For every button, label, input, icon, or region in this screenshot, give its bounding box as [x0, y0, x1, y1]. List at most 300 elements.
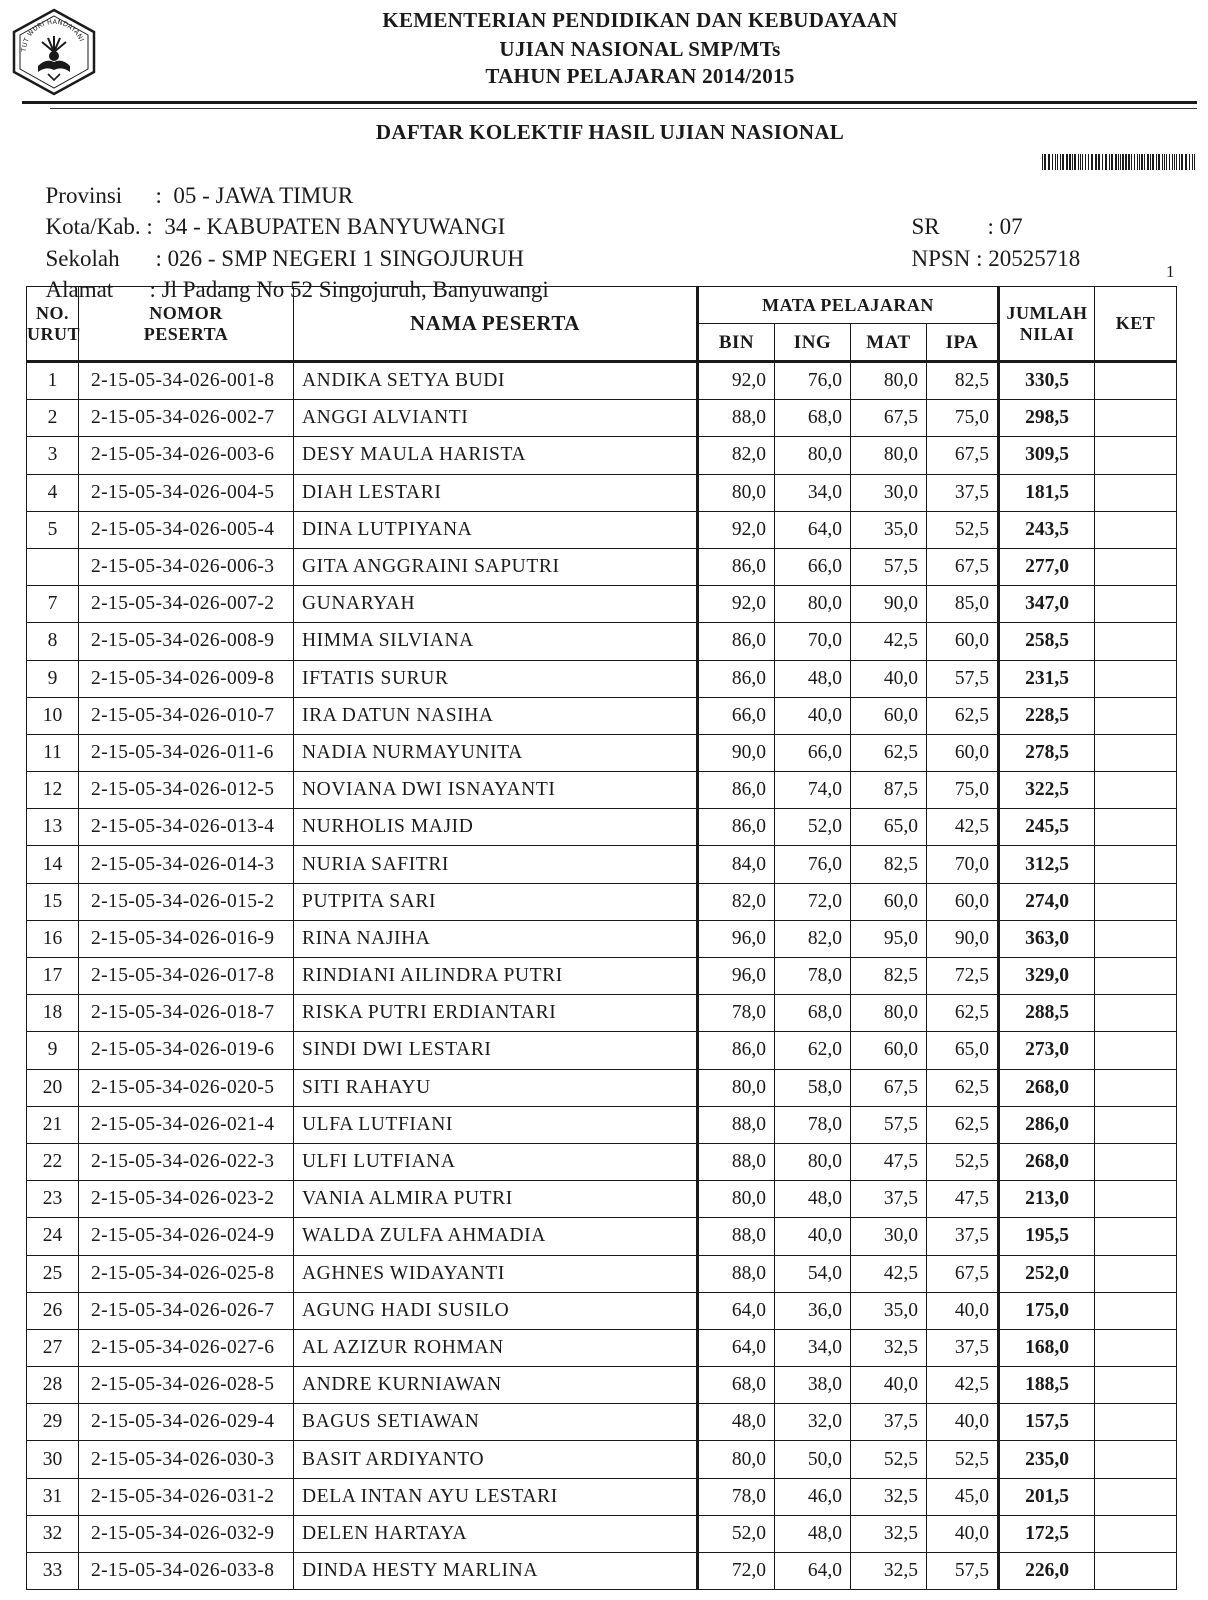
- row-bin: 72,0: [698, 1553, 775, 1590]
- row-mat: 90,0: [851, 586, 927, 623]
- row-jumlah: 347,0: [999, 586, 1095, 623]
- row-jumlah: 322,5: [999, 772, 1095, 809]
- row-no: 3: [27, 437, 79, 474]
- row-ket: [1095, 1069, 1177, 1106]
- row-jumlah: 157,5: [999, 1404, 1095, 1441]
- col-header-nomor: [79, 287, 294, 362]
- row-bin: 48,0: [698, 1404, 775, 1441]
- row-no: 25: [27, 1255, 79, 1292]
- col-jumlah-line1: JUMLAH: [1006, 302, 1088, 323]
- table-row: [27, 995, 1177, 1032]
- row-ipa: 90,0: [927, 920, 999, 957]
- row-nomor: 2-15-05-34-026-029-4: [79, 1404, 294, 1441]
- col-header-jumlah: [999, 287, 1095, 362]
- row-mat: 42,5: [851, 623, 927, 660]
- npsn-label: NPSN: [911, 246, 971, 271]
- row-nama: AGHNES WIDAYANTI: [294, 1255, 698, 1292]
- row-ket: [1095, 1255, 1177, 1292]
- row-nomor: 2-15-05-34-026-022-3: [79, 1143, 294, 1180]
- row-nomor: 2-15-05-34-026-030-3: [79, 1441, 294, 1478]
- row-nama: DINA LUTPIYANA: [294, 511, 698, 548]
- row-ing: 80,0: [775, 437, 851, 474]
- row-ipa: 62,5: [927, 995, 999, 1032]
- col-header-ipa: IPA: [927, 324, 999, 362]
- table-row: [27, 1441, 1177, 1478]
- row-nomor: 2-15-05-34-026-017-8: [79, 958, 294, 995]
- row-ing: 78,0: [775, 1106, 851, 1143]
- row-jumlah: 252,0: [999, 1255, 1095, 1292]
- row-ing: 48,0: [775, 660, 851, 697]
- table-row: [27, 734, 1177, 771]
- alamat-value: Jl Padang No 52 Singojuruh, Banyuwangi: [161, 277, 549, 302]
- row-nama: DELA INTAN AYU LESTARI: [294, 1478, 698, 1515]
- row-no: 31: [27, 1478, 79, 1515]
- row-ipa: 67,5: [927, 437, 999, 474]
- row-no: [27, 548, 79, 585]
- row-mat: 30,0: [851, 1218, 927, 1255]
- col-header-no: [27, 287, 79, 362]
- row-ing: 52,0: [775, 809, 851, 846]
- row-nama: NOVIANA DWI ISNAYANTI: [294, 772, 698, 809]
- row-bin: 80,0: [698, 1441, 775, 1478]
- row-ing: 70,0: [775, 623, 851, 660]
- row-bin: 78,0: [698, 995, 775, 1032]
- row-ing: 66,0: [775, 548, 851, 585]
- row-no: 22: [27, 1143, 79, 1180]
- sekolah-value: 026 - SMP NEGERI 1 SINGOJURUH: [167, 246, 524, 271]
- row-ing: 34,0: [775, 474, 851, 511]
- row-nama: ANDRE KURNIAWAN: [294, 1367, 698, 1404]
- row-jumlah: 330,5: [999, 362, 1095, 400]
- row-bin: 96,0: [698, 958, 775, 995]
- ministry-logo: [8, 6, 100, 98]
- row-no: 20: [27, 1069, 79, 1106]
- table-row: [27, 1515, 1177, 1552]
- row-nama: SITI RAHAYU: [294, 1069, 698, 1106]
- row-nama: IRA DATUN NASIHA: [294, 697, 698, 734]
- row-nama: GUNARYAH: [294, 586, 698, 623]
- row-ipa: 40,0: [927, 1292, 999, 1329]
- row-no: 14: [27, 846, 79, 883]
- row-ket: [1095, 1181, 1177, 1218]
- row-bin: 92,0: [698, 511, 775, 548]
- row-ket: [1095, 474, 1177, 511]
- row-ing: 36,0: [775, 1292, 851, 1329]
- row-ing: 76,0: [775, 846, 851, 883]
- row-mat: 37,5: [851, 1181, 927, 1218]
- row-no: 24: [27, 1218, 79, 1255]
- row-nomor: 2-15-05-34-026-023-2: [79, 1181, 294, 1218]
- row-mat: 65,0: [851, 809, 927, 846]
- row-nomor: 2-15-05-34-026-025-8: [79, 1255, 294, 1292]
- row-nama: PUTPITA SARI: [294, 883, 698, 920]
- row-ipa: 42,5: [927, 1367, 999, 1404]
- row-nomor: 2-15-05-34-026-003-6: [79, 437, 294, 474]
- col-jumlah-line2: NILAI: [1019, 323, 1075, 344]
- row-jumlah: 175,0: [999, 1292, 1095, 1329]
- row-ket: [1095, 1367, 1177, 1404]
- row-nama: IFTATIS SURUR: [294, 660, 698, 697]
- table-row: [27, 883, 1177, 920]
- row-ket: [1095, 734, 1177, 771]
- row-ket: [1095, 623, 1177, 660]
- row-nomor: 2-15-05-34-026-028-5: [79, 1367, 294, 1404]
- row-nomor: 2-15-05-34-026-033-8: [79, 1553, 294, 1590]
- row-nama: BASIT ARDIYANTO: [294, 1441, 698, 1478]
- row-bin: 86,0: [698, 809, 775, 846]
- row-ket: [1095, 883, 1177, 920]
- row-no: 2: [27, 400, 79, 437]
- table-row: [27, 1255, 1177, 1292]
- row-ing: 48,0: [775, 1181, 851, 1218]
- row-no: 1: [27, 362, 79, 400]
- row-mat: 87,5: [851, 772, 927, 809]
- row-mat: 60,0: [851, 883, 927, 920]
- sr-value: 07: [999, 214, 1023, 239]
- row-ing: 76,0: [775, 362, 851, 400]
- row-jumlah: 274,0: [999, 883, 1095, 920]
- table-row: [27, 1404, 1177, 1441]
- row-ipa: 40,0: [927, 1404, 999, 1441]
- row-ket: [1095, 1329, 1177, 1366]
- row-mat: 80,0: [851, 437, 927, 474]
- row-nomor: 2-15-05-34-026-020-5: [79, 1069, 294, 1106]
- row-ket: [1095, 995, 1177, 1032]
- row-ket: [1095, 1404, 1177, 1441]
- row-jumlah: 286,0: [999, 1106, 1095, 1143]
- table-row: [27, 474, 1177, 511]
- table-row: [27, 400, 1177, 437]
- row-ket: [1095, 660, 1177, 697]
- table-row: [27, 1218, 1177, 1255]
- row-jumlah: 213,0: [999, 1181, 1095, 1218]
- row-jumlah: 268,0: [999, 1069, 1095, 1106]
- row-jumlah: 235,0: [999, 1441, 1095, 1478]
- row-ing: 72,0: [775, 883, 851, 920]
- row-mat: 40,0: [851, 660, 927, 697]
- row-no: 11: [27, 734, 79, 771]
- row-ket: [1095, 1106, 1177, 1143]
- row-jumlah: 181,5: [999, 474, 1095, 511]
- row-no: 29: [27, 1404, 79, 1441]
- row-nama: ULFA LUTFIANI: [294, 1106, 698, 1143]
- row-nama: DINDA HESTY MARLINA: [294, 1553, 698, 1590]
- sekolah-sep: :: [155, 246, 168, 271]
- row-mat: 35,0: [851, 1292, 927, 1329]
- row-ket: [1095, 809, 1177, 846]
- col-header-ket: KET: [1095, 287, 1177, 362]
- row-ket: [1095, 511, 1177, 548]
- row-mat: 57,5: [851, 1106, 927, 1143]
- kota-sep: :: [140, 214, 165, 239]
- row-mat: 37,5: [851, 1404, 927, 1441]
- row-ket: [1095, 437, 1177, 474]
- document-title: DAFTAR KOLEKTIF HASIL UJIAN NASIONAL: [375, 120, 845, 144]
- row-nomor: 2-15-05-34-026-027-6: [79, 1329, 294, 1366]
- col-header-ing: ING: [775, 324, 851, 362]
- table-row: [27, 1292, 1177, 1329]
- row-jumlah: 195,5: [999, 1218, 1095, 1255]
- row-bin: 80,0: [698, 474, 775, 511]
- alamat-label: Alamat: [45, 277, 114, 302]
- row-nomor: 2-15-05-34-026-026-7: [79, 1292, 294, 1329]
- row-bin: 88,0: [698, 400, 775, 437]
- table-row: [27, 1478, 1177, 1515]
- row-ipa: 40,0: [927, 1515, 999, 1552]
- table-row: [27, 920, 1177, 957]
- row-nama: ANDIKA SETYA BUDI: [294, 362, 698, 400]
- row-nama: DIAH LESTARI: [294, 474, 698, 511]
- row-jumlah: 312,5: [999, 846, 1095, 883]
- row-nomor: 2-15-05-34-026-011-6: [79, 734, 294, 771]
- table-row: [27, 660, 1177, 697]
- row-ket: [1095, 697, 1177, 734]
- row-bin: 88,0: [698, 1255, 775, 1292]
- row-nomor: 2-15-05-34-026-004-5: [79, 474, 294, 511]
- row-bin: 86,0: [698, 772, 775, 809]
- row-ipa: 65,0: [927, 1032, 999, 1069]
- row-nomor: 2-15-05-34-026-032-9: [79, 1515, 294, 1552]
- row-nomor: 2-15-05-34-026-009-8: [79, 660, 294, 697]
- row-ipa: 72,5: [927, 958, 999, 995]
- row-bin: 90,0: [698, 734, 775, 771]
- row-ing: 66,0: [775, 734, 851, 771]
- row-nama: NADIA NURMAYUNITA: [294, 734, 698, 771]
- row-ing: 82,0: [775, 920, 851, 957]
- row-mat: 80,0: [851, 995, 927, 1032]
- row-jumlah: 245,5: [999, 809, 1095, 846]
- row-jumlah: 231,5: [999, 660, 1095, 697]
- page-number: 1: [1166, 262, 1175, 281]
- row-ing: 80,0: [775, 586, 851, 623]
- row-mat: 82,5: [851, 846, 927, 883]
- row-mat: 62,5: [851, 734, 927, 771]
- row-bin: 80,0: [698, 1181, 775, 1218]
- row-nama: ULFI LUTFIANA: [294, 1143, 698, 1180]
- row-mat: 32,5: [851, 1515, 927, 1552]
- row-ket: [1095, 920, 1177, 957]
- row-ket: [1095, 1441, 1177, 1478]
- table-row: [27, 1032, 1177, 1069]
- row-ipa: 37,5: [927, 1329, 999, 1366]
- col-header-nama: NAMA PESERTA: [294, 287, 698, 362]
- row-nama: WALDA ZULFA AHMADIA: [294, 1218, 698, 1255]
- row-ing: 50,0: [775, 1441, 851, 1478]
- logo-motto: TUT WURI HANDAYANI: [19, 17, 86, 53]
- row-nomor: 2-15-05-34-026-013-4: [79, 809, 294, 846]
- kota-label: Kota/Kab.: [45, 214, 141, 239]
- row-no: 23: [27, 1181, 79, 1218]
- row-ipa: 82,5: [927, 362, 999, 400]
- sekolah-label: Sekolah: [45, 246, 120, 271]
- row-ket: [1095, 362, 1177, 400]
- provinsi-value: 05 - JAWA TIMUR: [173, 183, 354, 208]
- row-jumlah: 201,5: [999, 1478, 1095, 1515]
- row-nomor: 2-15-05-34-026-008-9: [79, 623, 294, 660]
- row-jumlah: 228,5: [999, 697, 1095, 734]
- row-nama: DESY MAULA HARISTA: [294, 437, 698, 474]
- row-no: 27: [27, 1329, 79, 1366]
- row-bin: 78,0: [698, 1478, 775, 1515]
- row-ipa: 37,5: [927, 474, 999, 511]
- row-ket: [1095, 772, 1177, 809]
- row-ipa: 62,5: [927, 1106, 999, 1143]
- row-mat: 40,0: [851, 1367, 927, 1404]
- table-row: [27, 958, 1177, 995]
- row-nomor: 2-15-05-34-026-024-9: [79, 1218, 294, 1255]
- row-mat: 32,5: [851, 1553, 927, 1590]
- results-table: [26, 286, 1177, 1590]
- row-jumlah: 168,0: [999, 1329, 1095, 1366]
- row-mat: 30,0: [851, 474, 927, 511]
- row-ing: 78,0: [775, 958, 851, 995]
- row-ipa: 60,0: [927, 883, 999, 920]
- row-mat: 80,0: [851, 362, 927, 400]
- col-nomor-line2: PESERTA: [143, 323, 229, 344]
- row-jumlah: 273,0: [999, 1032, 1095, 1069]
- row-ing: 38,0: [775, 1367, 851, 1404]
- header-divider-thin: [50, 108, 1197, 109]
- row-bin: 92,0: [698, 362, 775, 400]
- row-bin: 82,0: [698, 437, 775, 474]
- table-row: [27, 548, 1177, 585]
- row-nomor: 2-15-05-34-026-002-7: [79, 400, 294, 437]
- col-header-mat: MAT: [851, 324, 927, 362]
- row-ipa: 52,5: [927, 1441, 999, 1478]
- info-npsn: [900, 220, 1080, 272]
- row-ing: 40,0: [775, 697, 851, 734]
- row-no: 28: [27, 1367, 79, 1404]
- row-nama: AGUNG HADI SUSILO: [294, 1292, 698, 1329]
- row-nama: DELEN HARTAYA: [294, 1515, 698, 1552]
- table-row: [27, 1181, 1177, 1218]
- row-no: 30: [27, 1441, 79, 1478]
- row-ing: 64,0: [775, 1553, 851, 1590]
- row-bin: 96,0: [698, 920, 775, 957]
- col-header-mapel: MATA PELAJARAN: [698, 287, 999, 324]
- row-nama: BAGUS SETIAWAN: [294, 1404, 698, 1441]
- row-jumlah: 258,5: [999, 623, 1095, 660]
- row-bin: 88,0: [698, 1106, 775, 1143]
- row-bin: 86,0: [698, 548, 775, 585]
- row-bin: 66,0: [698, 697, 775, 734]
- table-row: [27, 846, 1177, 883]
- row-ipa: 60,0: [927, 623, 999, 660]
- row-bin: 88,0: [698, 1218, 775, 1255]
- row-no: 7: [27, 586, 79, 623]
- row-ing: 54,0: [775, 1255, 851, 1292]
- row-mat: 32,5: [851, 1478, 927, 1515]
- row-ipa: 67,5: [927, 1255, 999, 1292]
- row-jumlah: 309,5: [999, 437, 1095, 474]
- row-bin: 86,0: [698, 623, 775, 660]
- row-ipa: 70,0: [927, 846, 999, 883]
- sr-label: SR: [911, 214, 940, 239]
- row-nomor: 2-15-05-34-026-019-6: [79, 1032, 294, 1069]
- row-ket: [1095, 400, 1177, 437]
- table-row: [27, 809, 1177, 846]
- row-ipa: 45,0: [927, 1478, 999, 1515]
- row-ipa: 60,0: [927, 734, 999, 771]
- row-nomor: 2-15-05-34-026-016-9: [79, 920, 294, 957]
- col-no-line1: NO.: [36, 302, 69, 323]
- row-ing: 34,0: [775, 1329, 851, 1366]
- provinsi-sep: :: [155, 183, 174, 208]
- table-row: [27, 1143, 1177, 1180]
- row-ing: 74,0: [775, 772, 851, 809]
- row-ket: [1095, 1553, 1177, 1590]
- row-ipa: 42,5: [927, 809, 999, 846]
- row-bin: 68,0: [698, 1367, 775, 1404]
- row-ket: [1095, 1292, 1177, 1329]
- table-row: [27, 437, 1177, 474]
- row-ipa: 62,5: [927, 1069, 999, 1106]
- row-no: 21: [27, 1106, 79, 1143]
- row-bin: 88,0: [698, 1143, 775, 1180]
- row-nomor: 2-15-05-34-026-012-5: [79, 772, 294, 809]
- row-ket: [1095, 958, 1177, 995]
- row-bin: 64,0: [698, 1292, 775, 1329]
- row-mat: 67,5: [851, 1069, 927, 1106]
- row-bin: 52,0: [698, 1515, 775, 1552]
- table-row: [27, 772, 1177, 809]
- row-nama: GITA ANGGRAINI SAPUTRI: [294, 548, 698, 585]
- row-ing: 40,0: [775, 1218, 851, 1255]
- header-year: TAHUN PELAJARAN 2014/2015: [485, 64, 795, 88]
- table-row: [27, 586, 1177, 623]
- row-nama: RISKA PUTRI ERDIANTARI: [294, 995, 698, 1032]
- row-ket: [1095, 586, 1177, 623]
- row-no: 12: [27, 772, 79, 809]
- table-row: [27, 511, 1177, 548]
- row-mat: 67,5: [851, 400, 927, 437]
- row-bin: 84,0: [698, 846, 775, 883]
- row-ing: 62,0: [775, 1032, 851, 1069]
- row-no: 4: [27, 474, 79, 511]
- row-jumlah: 243,5: [999, 511, 1095, 548]
- row-nomor: 2-15-05-34-026-031-2: [79, 1478, 294, 1515]
- provinsi-label: Provinsi: [45, 183, 123, 208]
- row-nama: SINDI DWI LESTARI: [294, 1032, 698, 1069]
- row-bin: 82,0: [698, 883, 775, 920]
- row-ipa: 62,5: [927, 697, 999, 734]
- row-nomor: 2-15-05-34-026-010-7: [79, 697, 294, 734]
- row-nomor: 2-15-05-34-026-014-3: [79, 846, 294, 883]
- row-no: 16: [27, 920, 79, 957]
- row-nama: AL AZIZUR ROHMAN: [294, 1329, 698, 1366]
- row-ipa: 52,5: [927, 511, 999, 548]
- row-no: 15: [27, 883, 79, 920]
- row-ket: [1095, 846, 1177, 883]
- row-no: 13: [27, 809, 79, 846]
- row-nomor: 2-15-05-34-026-015-2: [79, 883, 294, 920]
- row-ipa: 75,0: [927, 400, 999, 437]
- row-nomor: 2-15-05-34-026-006-3: [79, 548, 294, 585]
- row-ipa: 57,5: [927, 660, 999, 697]
- row-no: 26: [27, 1292, 79, 1329]
- header-divider-thick: [22, 101, 1197, 104]
- row-ing: 68,0: [775, 400, 851, 437]
- row-ing: 64,0: [775, 511, 851, 548]
- row-ket: [1095, 1515, 1177, 1552]
- row-mat: 60,0: [851, 1032, 927, 1069]
- row-no: 8: [27, 623, 79, 660]
- kota-value: 34 - KABUPATEN BANYUWANGI: [164, 214, 506, 239]
- row-jumlah: 277,0: [999, 548, 1095, 585]
- npsn-value: 20525718: [988, 246, 1081, 271]
- col-no-line2: URUT: [27, 323, 81, 344]
- row-nomor: 2-15-05-34-026-018-7: [79, 995, 294, 1032]
